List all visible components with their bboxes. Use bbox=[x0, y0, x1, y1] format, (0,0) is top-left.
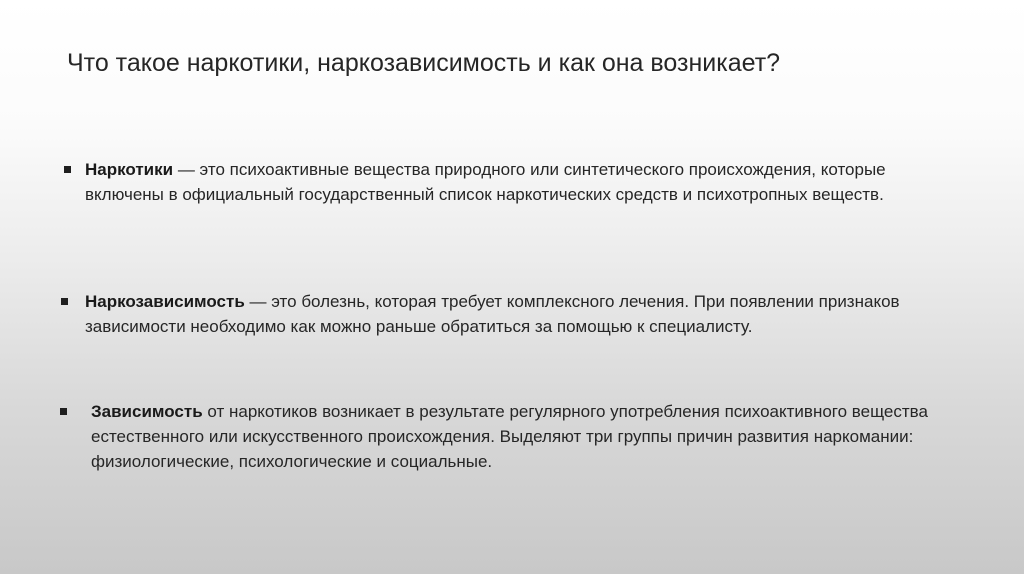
bullet-text bbox=[91, 399, 971, 474]
bullet-item-addiction bbox=[61, 289, 985, 339]
bullet-body: — это болезнь, которая требует комплексного лечения. При появлении признаков зависимости необходимо как можно раньше обратиться за помощью к специалисту. bbox=[85, 292, 900, 336]
bullet-term: Зависимость bbox=[91, 402, 203, 421]
bullet-square-icon bbox=[61, 298, 68, 305]
bullet-term: Наркотики bbox=[85, 160, 174, 179]
bullet-item-dependence bbox=[60, 399, 971, 474]
bullet-body: от наркотиков возникает в результате регулярного употребления психоактивного вещества естественного или искусственного происхождения. Выделяют три группы причин развития наркомании: физиологические, психологические и социальные. bbox=[91, 402, 928, 471]
bullet-term: Наркозависимость bbox=[85, 292, 245, 311]
bullet-square-icon bbox=[64, 166, 71, 173]
slide-title: Что такое наркотики, наркозависимость и как она возникает? bbox=[67, 49, 781, 77]
bullet-item-narcotics bbox=[64, 157, 965, 207]
bullet-text bbox=[85, 157, 965, 207]
bullet-square-icon bbox=[60, 408, 67, 415]
bullet-body: — это психоактивные вещества природного или синтетического происхождения, которые включены в официальный государственный список наркотических средств и психотропных веществ. bbox=[85, 160, 886, 204]
bullet-text bbox=[85, 289, 985, 339]
